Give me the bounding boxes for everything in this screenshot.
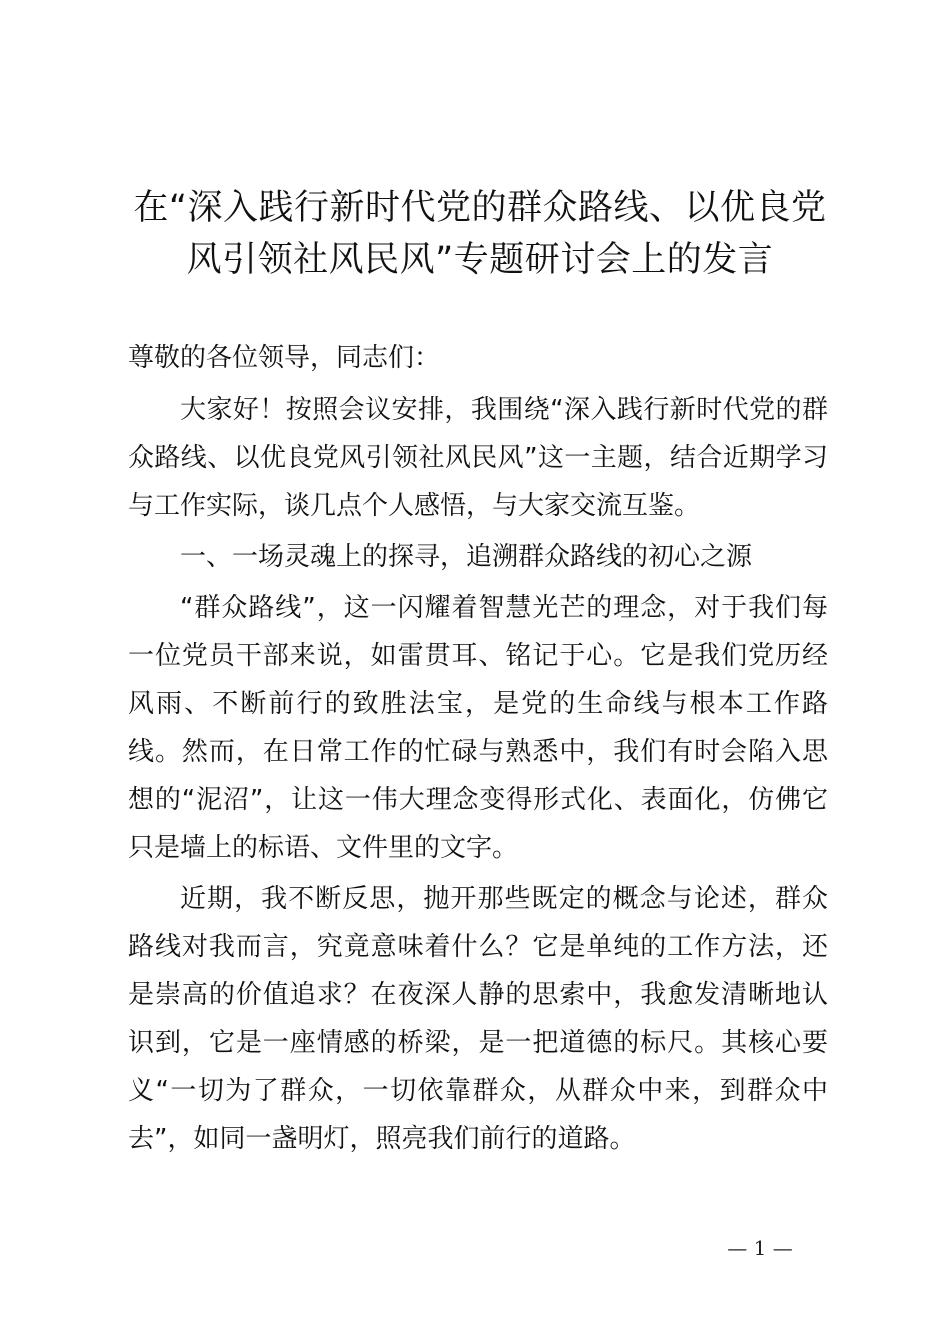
page-number: — 1 — xyxy=(727,1236,793,1260)
paragraph-greeting: 大家好！按照会议安排，我围绕“深入践行新时代党的群众路线、以优良党风引领社风民风”这一主题，结合近期学习与工作实际，谈几点个人感悟，与大家交流互鉴。 xyxy=(128,395,828,521)
document-title xyxy=(100,182,860,286)
document-body xyxy=(128,334,828,1163)
title-line-1: 在“深入践行新时代党的群众路线、以优良党 xyxy=(133,188,827,228)
salutation: 尊敬的各位领导，同志们： xyxy=(128,343,441,373)
paragraph-reflection: 近期，我不断反思，抛开那些既定的概念与论述，群众路线对我而言，究竟意味着什么？它是单纯的工作方法，还是崇高的价值追求？在夜深人静的思索中，我愈发清晰地认识到，它是一座情感的桥梁，是一把道德的标尺。其核心要义“一切为了群众，一切依靠群众，从群众中来，到群众中去”，如同一盏明灯，照亮我们前行的道路。 xyxy=(128,884,828,1154)
paragraph-mass-line: “群众路线”，这一闪耀着智慧光芒的理念，对于我们每一位党员干部来说，如雷贯耳、铭记于心。它是我们党历经风雨、不断前行的致胜法宝，是党的生命线与根本工作路线。然而，在日常工作的忙碌与熟悉中，我们有时会陷入思想的“泥沼”，让这一伟大理念变得形式化、表面化，仿佛它只是墙上的标语、文件里的文字。 xyxy=(128,593,828,863)
section-heading-1: 一、一场灵魂上的探寻，追溯群众路线的初心之源 xyxy=(180,542,753,572)
title-line-2: 风引领社风民风”专题研讨会上的发言 xyxy=(186,240,774,280)
